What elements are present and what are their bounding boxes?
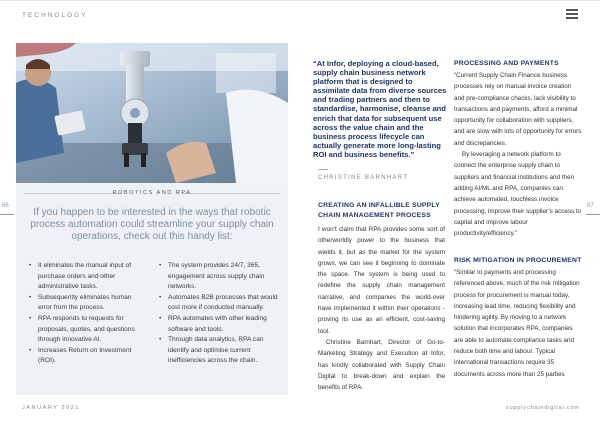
sidebar-title: ROBOTICS AND RPA — [112, 190, 192, 196]
benefits-list-left — [28, 261, 146, 367]
paragraph: “Current Supply Chain Finance business processes rely on manual invoice creation and pre-compliance checks, lack visibility to transactions and payments, afford a minimal opportunity for collaboration with suppliers, and are slow with lots of opportunity for errors and discrepancies. — [454, 72, 582, 147]
paragraph: By leveraging a network platform to connect the enterprise supply chain to suppliers and financial institutions and then adding AI/ML and RPA, companies can achieve automated, touchless invoice processing, improve their supplier’s access to capital and improve labour productivity/efficiency.” — [454, 151, 582, 238]
paragraph: I won’t claim that RPA provides some sort of otherworldly power to the business that wields it, but as the market for the system grows, we can see it beginning to dominate the space. The system is being used to redefine the supply chain management narrative, and companies the world-over have implemented it within their operations - proving its use as an efficient, cost-saving tool. — [318, 226, 445, 335]
robotic-arm-photo — [16, 43, 288, 183]
sidebar-intro: If you happen to be interested in the ways that robotic process automation could streamline your supply chain operations, check out this handy list: — [30, 207, 274, 242]
right-margin-rule — [586, 214, 600, 215]
body-risk-mitigation — [454, 267, 583, 380]
list-item: • It eliminates the manual input of purchase orders and other administrative tasks. — [28, 261, 146, 293]
list-item: • RPA responds to requests for proposals, quotes, and questions through innovative AI. — [28, 314, 146, 346]
footer-site[interactable]: supplychaindigital.com — [506, 405, 580, 411]
page-number-right: 67 — [587, 203, 594, 209]
list-item: • Automates B2B processes that would cost more if conducted manually. — [158, 293, 284, 314]
body-processing-payments — [454, 70, 583, 239]
heading-processing-payments: PROCESSING AND PAYMENTS — [454, 60, 559, 67]
list-item: • RPA automates with other leading software and tools. — [158, 314, 284, 335]
list-item: • Increases Return on Investment (ROI). — [28, 346, 146, 367]
list-item: • The system provides 24/7, 365, engagement across supply chain networks. — [158, 261, 284, 293]
quote-author: CHRISTINE BARNHART — [318, 175, 409, 181]
pull-quote: “At Infor, deploying a cloud-based, supply chain business network platform that is designed to assimilate data from diverse sources and trading partners and then to standardise, harmonise, cleanse and enrich that data for subsequent use across the value chain and the business process lifecycle can actually generate more long-lasting ROI and business benefits.” — [313, 59, 447, 159]
top-rule — [0, 0, 600, 1]
quote-rule — [318, 169, 328, 170]
section-header: TECHNOLOGY — [22, 12, 88, 19]
heading-infallible-supply-chain: CREATING AN INFALLIBLE SUPPLY CHAIN MANAGEMENT PROCESS — [318, 202, 440, 219]
left-margin-rule — [0, 214, 14, 215]
page-number-left: 66 — [2, 203, 9, 209]
footer-date: JANUARY 2021 — [22, 405, 80, 411]
paragraph: Christine Barnhart, Director of Go-to-Marketing Strategy and Execution at Infor, has kindly collaborated with Supply Chain Digital to break-down and explain the benefits of RPA. — [318, 338, 445, 392]
robotics-rpa-sidebar — [16, 183, 288, 395]
benefits-list-right — [158, 261, 284, 367]
paragraph: “Similar to payments and processing referenced above, much of the risk mitigation process for procurement is manual today, increasing lead time, reducing flexibility and hindering agility. By moving to a network solution that incorporates RPA, companies are able to automate compliance tasks and reduce both time and labour. Typical international transactions require 35 documents across more than 25 parties — [454, 269, 580, 378]
list-item: • Subsequently eliminates human error from the process. — [28, 293, 146, 314]
hamburger-menu-icon[interactable] — [566, 9, 578, 19]
body-infallible-supply-chain — [318, 224, 445, 393]
list-item: • Through data analytics, RPA can identify and optimise current inefficiencies across the chain. — [158, 335, 284, 367]
heading-risk-mitigation: RISK MITIGATION IN PROCUREMENT — [454, 257, 582, 264]
